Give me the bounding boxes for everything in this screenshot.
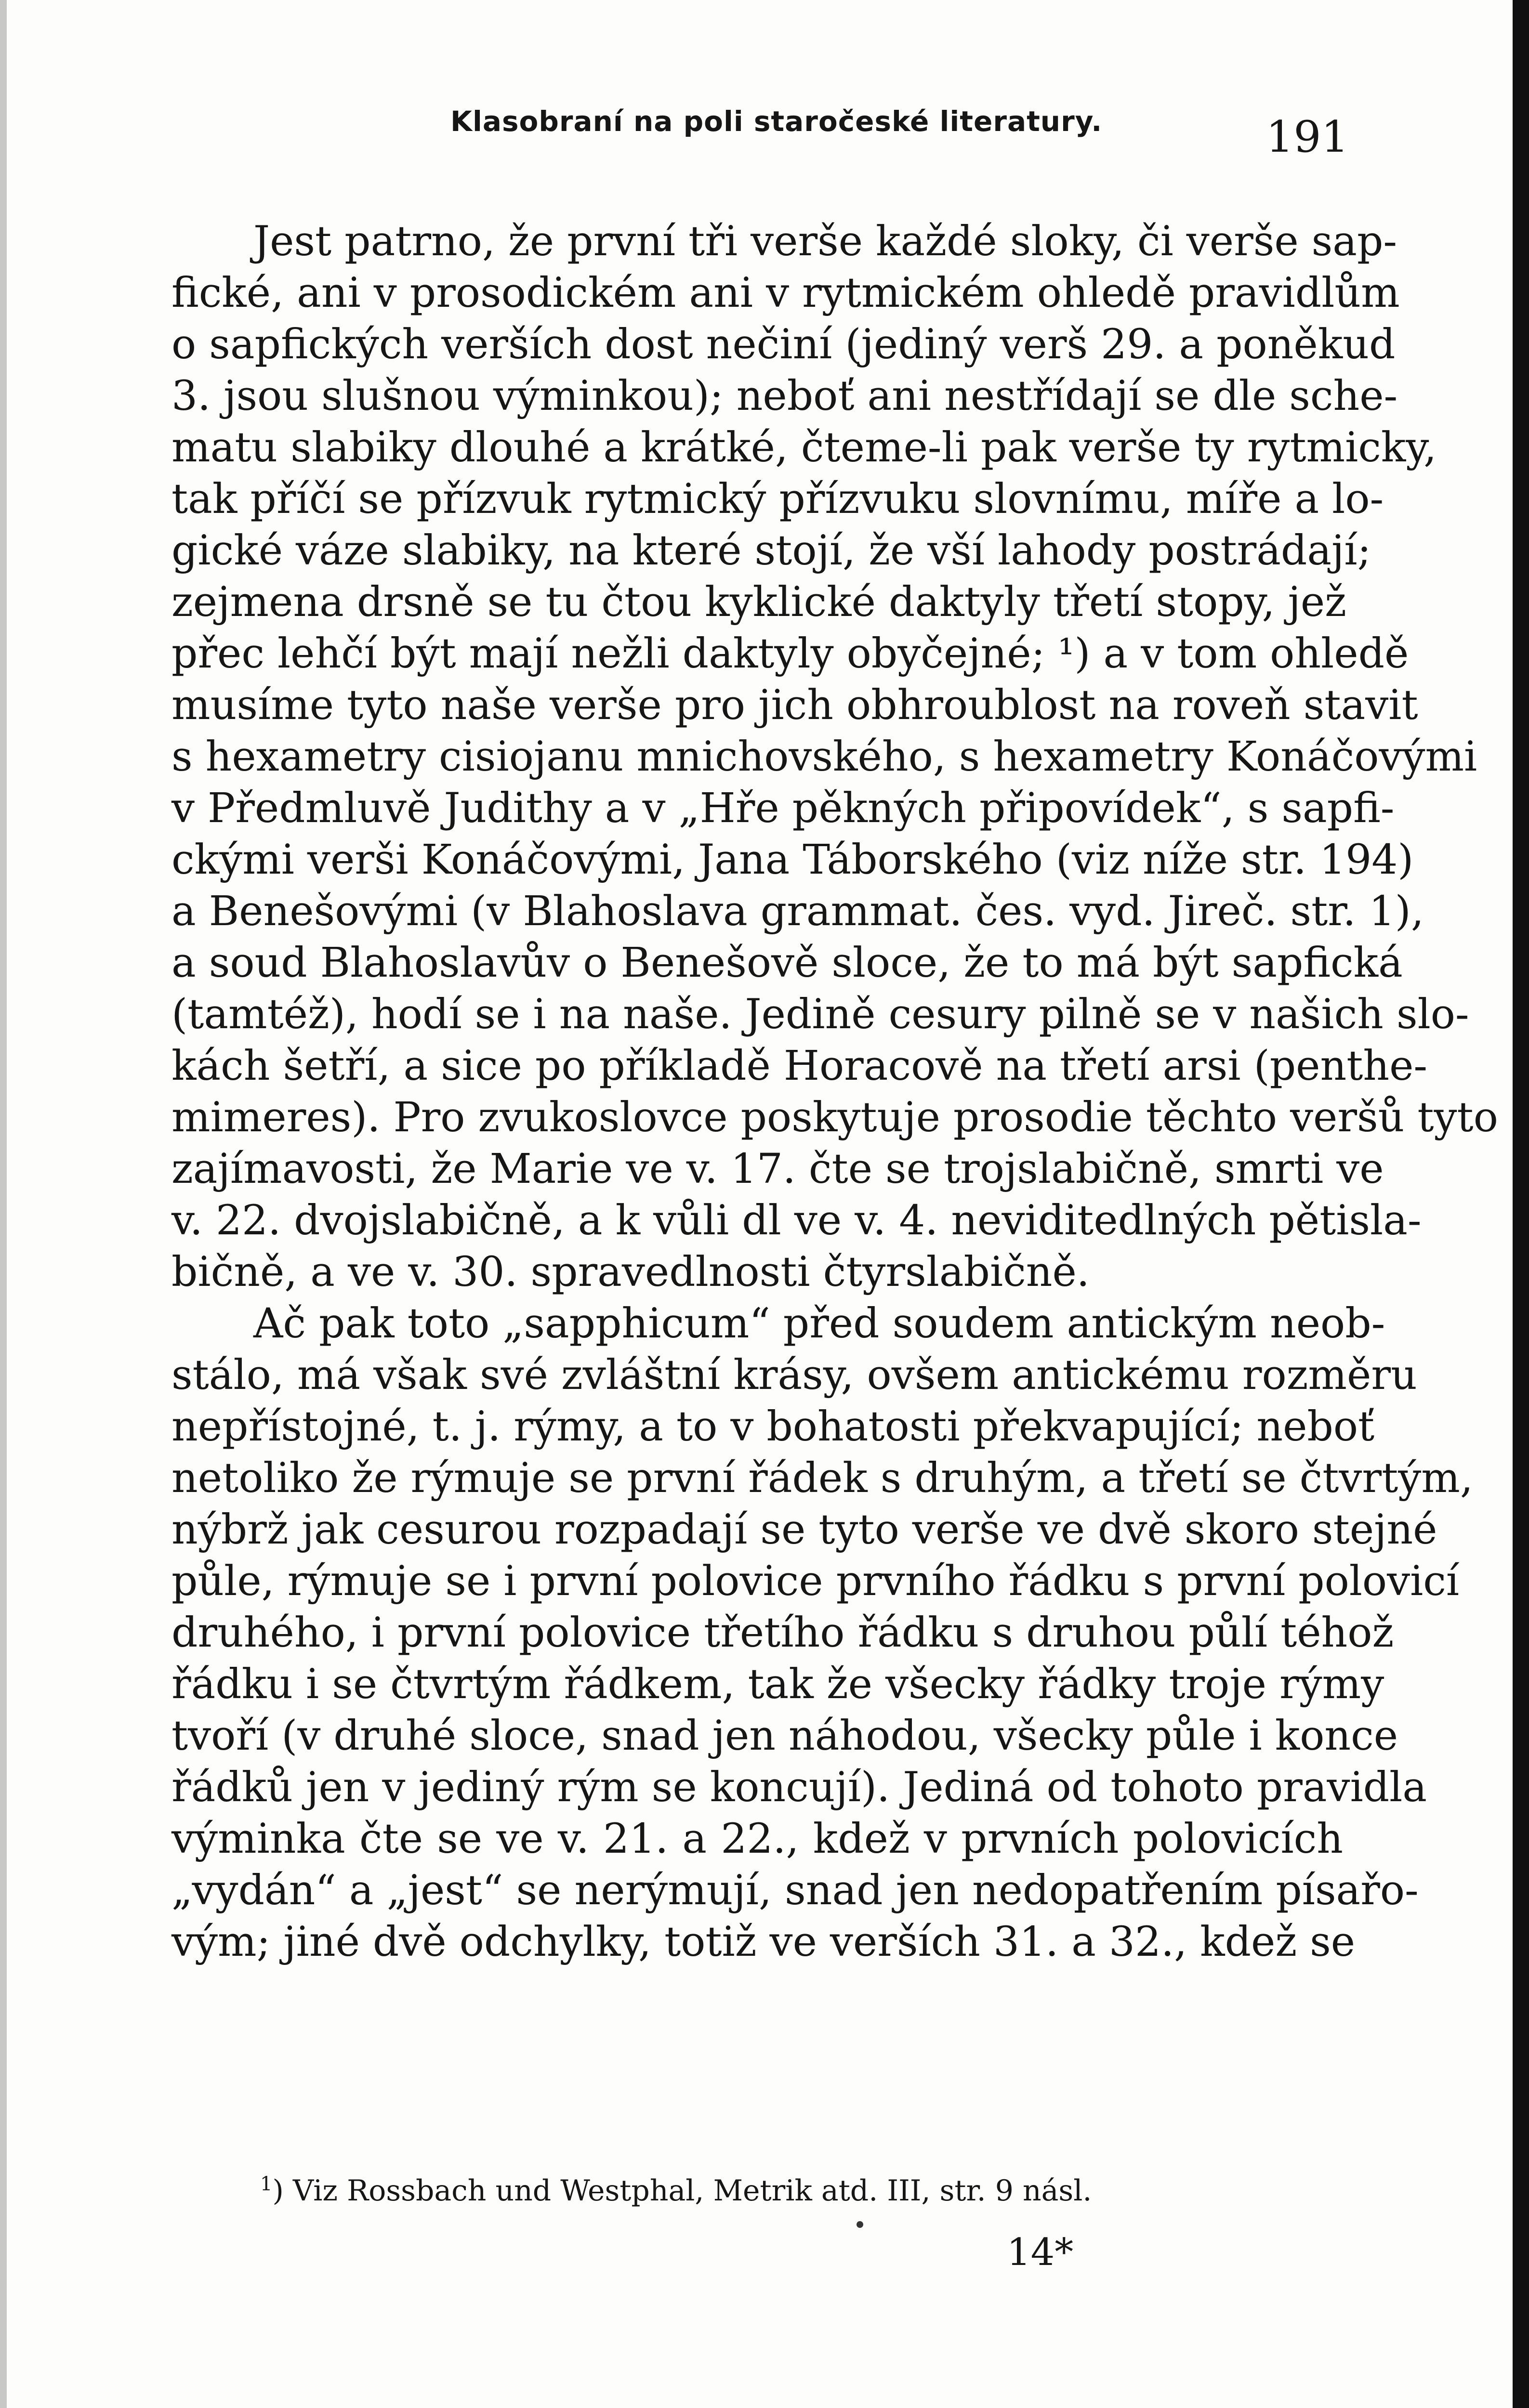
printer-dot — [857, 2221, 863, 2228]
text-line: bičně, a ve v. 30. spravedlnosti čtyrslabičně. — [171, 1248, 1090, 1296]
signature-mark: 14* — [1007, 2231, 1074, 2274]
text-line: nepřístojné, t. j. rýmy, a to v bohatosti překvapující; neboť — [171, 1403, 1375, 1451]
text-line: (tamtéž), hodí se i na naše. Jedině cesury pilně se v našich slo- — [171, 991, 1469, 1038]
text-line: netoliko že rýmuje se první řádek s druhým, a třetí se čtvrtým, — [171, 1454, 1473, 1502]
text-line: Jest patrno, že první tři verše každé sloky, či verše sap- — [253, 218, 1397, 265]
text-line: v Předmluvě Judithy a v „Hře pěkných připovídek“, s sapfi- — [171, 785, 1395, 832]
text-line: v. 22. dvojslabičně, a k vůli dl ve v. 4. neviditedlných pětisla- — [171, 1197, 1422, 1244]
text-line: a Benešovými (v Blahoslava grammat. čes. vyd. Jireč. str. 1), — [171, 888, 1424, 935]
page-left-edge — [0, 0, 7, 2408]
text-line: a soud Blahoslavův o Benešově sloce, že to má být sapfická — [171, 939, 1403, 987]
text-line: zajímavosti, že Marie ve v. 17. čte se trojslabičně, smrti ve — [171, 1145, 1384, 1193]
text-line: matu slabiky dlouhé a krátké, čteme-li pak verše ty rytmicky, — [171, 424, 1437, 471]
text-line: zejmena drsně se tu čtou kyklické daktyly třetí stopy, jež — [171, 578, 1346, 626]
text-line: stálo, má však své zvláštní krásy, ovšem antickému rozměru — [171, 1351, 1417, 1399]
footnote-marker: 1 — [260, 2173, 273, 2195]
footnote — [260, 2173, 1092, 2208]
text-line: 3. jsou slušnou výminkou); neboť ani nestřídají se dle sche- — [171, 372, 1398, 420]
footnote-text: ) Viz Rossbach und Westphal, Metrik atd. III, str. 9 násl. — [272, 2174, 1092, 2208]
text-line: kách šetří, a sice po příkladě Horacově na třetí arsi (penthe- — [171, 1042, 1428, 1090]
page-number: 191 — [1266, 112, 1349, 162]
text-line: půle, rýmuje se i první polovice prvního řádku s první polovicí — [171, 1557, 1460, 1605]
text-line: fické, ani v prosodickém ani v rytmickém ohledě pravidlům — [171, 269, 1400, 317]
text-line: musíme tyto naše verše pro jich obhroublost na roveň stavit — [171, 681, 1418, 729]
text-line: „vydán“ a „jest“ se nerýmují, snad jen nedopatřením písařo- — [171, 1867, 1419, 1914]
running-header: Klasobraní na poli staročeské literatury. — [450, 105, 1103, 138]
text-line: vým; jiné dvě odchylky, totiž ve verších 31. a 32., kdež se — [171, 1918, 1356, 1966]
text-line: gické váze slabiky, na které stojí, že vší lahody postrádají; — [171, 527, 1371, 575]
text-line: Ač pak toto „sapphicum“ před soudem antickým neob- — [253, 1300, 1385, 1348]
text-line: o sapfických verších dost nečiní (jediný verš 29. a poněkud — [171, 321, 1396, 368]
text-line: ckými verši Konáčovými, Jana Táborského (viz níže str. 194) — [171, 836, 1414, 884]
text-line: tvoří (v druhé sloce, snad jen náhodou, všecky půle i konce — [171, 1712, 1398, 1760]
text-line: výminka čte se ve v. 21. a 22., kdež v prvních polovicích — [171, 1815, 1343, 1863]
text-line: s hexametry cisiojanu mnichovského, s hexametry Konáčovými — [171, 733, 1477, 781]
text-line: řádku i se čtvrtým řádkem, tak že všecky řádky troje rýmy — [171, 1661, 1384, 1708]
text-line: přec lehčí být mají nežli daktyly obyčejné; ¹) a v tom ohledě — [171, 630, 1409, 678]
scan-right-border — [1513, 0, 1529, 2408]
text-line: řádků jen v jediný rým se koncují). Jediná od tohoto pravidla — [171, 1764, 1427, 1811]
text-line: mimeres). Pro zvukoslovce poskytuje prosodie těchto veršů tyto — [171, 1094, 1498, 1141]
body-text — [171, 216, 1498, 1968]
text-line: druhého, i první polovice třetího řádku s druhou půlí téhož — [171, 1609, 1394, 1657]
text-line: tak příčí se přízvuk rytmický přízvuku slovnímu, míře a lo- — [171, 475, 1384, 523]
text-line: nýbrž jak cesurou rozpadají se tyto verše ve dvě skoro stejné — [171, 1506, 1437, 1554]
